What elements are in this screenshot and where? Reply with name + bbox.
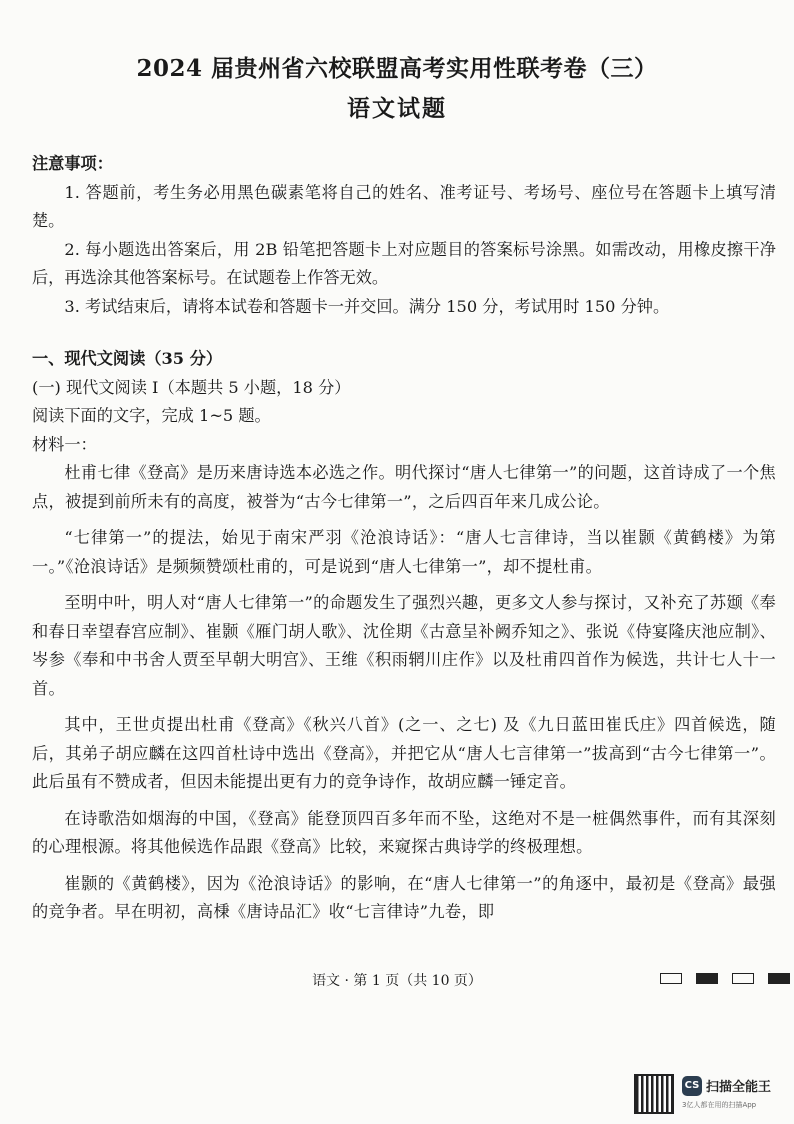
passage-paragraph: “七律第一”的提法，始见于南宋严羽《沧浪诗话》：“唐人七言律诗，当以崔颢《黄鹤楼》为第一。”《沧浪诗话》是频频赞颂杜甫的，可是说到“唐人七律第一”，却不提杜甫。 bbox=[32, 528, 776, 576]
registration-marks bbox=[660, 973, 790, 984]
registration-mark-icon bbox=[768, 973, 790, 984]
scanner-app-tagline: 3亿人都在用的扫描App bbox=[682, 1101, 757, 1109]
notice-item: 2. 每小题选出答案后，用 2B 铅笔把答题卡上对应题目的答案标号涂黑。如需改动，用橡皮擦干净后，再选涂其他答案标号。在试题卷上作答无效。 bbox=[32, 239, 776, 287]
page-content bbox=[32, 150, 776, 927]
camscanner-logo-icon: CS bbox=[682, 1076, 702, 1096]
notice-heading: 注意事项： bbox=[32, 154, 113, 173]
notice-item: 3. 考试结束后，请将本试卷和答题卡一并交回。满分 150 分，考试用时 150 分钟。 bbox=[64, 296, 670, 316]
exam-title: 2024 届贵州省六校联盟高考实用性联考卷（三） bbox=[136, 55, 658, 82]
passage-paragraph: 杜甫七律《登高》是历来唐诗选本必选之作。明代探讨“唐人七律第一”的问题，这首诗成了一个焦点，被提到前所未有的高度，被誉为“古今七律第一”，之后四百年来几成公论。 bbox=[32, 463, 776, 511]
notice-item: 1. 答题前，考生务必用黑色碳素笔将自己的姓名、准考证号、考场号、座位号在答题卡上填写清楚。 bbox=[32, 182, 776, 230]
scanner-app-name: 扫描全能王 bbox=[706, 1080, 772, 1095]
page-footer: 语文 · 第 1 页（共 10 页） bbox=[312, 973, 482, 989]
qr-code-icon bbox=[634, 1074, 674, 1114]
reading-instruction: 阅读下面的文字，完成 1~5 题。 bbox=[32, 406, 271, 425]
exam-subtitle: 语文试题 bbox=[347, 95, 447, 122]
passage-paragraph: 崔颢的《黄鹤楼》，因为《沧浪诗话》的影响，在“唐人七律第一”的角逐中，最初是《登高》最强的竞争者。早在明初，高棅《唐诗品汇》收“七言律诗”九卷，即 bbox=[32, 873, 776, 921]
registration-mark-icon bbox=[660, 973, 682, 984]
section-heading: 一、现代文阅读（35 分） bbox=[32, 349, 223, 368]
passage-paragraph: 在诗歌浩如烟海的中国，《登高》能登顶四百多年而不坠，这绝对不是一桩偶然事件，而有其深刻的心理根源。将其他候选作品跟《登高》比较，来窥探古典诗学的终极理想。 bbox=[32, 808, 776, 856]
passage-paragraph: 其中，王世贞提出杜甫《登高》《秋兴八首》(之一、之七) 及《九日蓝田崔氏庄》四首候选，随后，其弟子胡应麟在这四首杜诗中选出《登高》，并把它从“唐人七言律第一”拔高到“古今七律第一”。此后虽有不赞成者，但因未能提出更有力的竞争诗作，故胡应麟一锤定音。 bbox=[32, 715, 776, 791]
passage-paragraph: 至明中叶，明人对“唐人七律第一”的命题发生了强烈兴趣，更多文人参与探讨，又补充了苏颋《奉和春日幸望春宫应制》、崔颢《雁门胡人歌》、沈佺期《古意呈补阙乔知之》、张说《侍宴隆庆池应制》、岑参《奉和中书舍人贾至早朝大明宫》、王维《积雨辋川庄作》以及杜甫四首作为候选，共计七人十一首。 bbox=[32, 593, 776, 698]
registration-mark-icon bbox=[732, 973, 754, 984]
registration-mark-icon bbox=[696, 973, 718, 984]
material-label: 材料一： bbox=[32, 434, 97, 454]
section-subheading: (一) 现代文阅读 I（本题共 5 小题，18 分） bbox=[32, 377, 351, 397]
